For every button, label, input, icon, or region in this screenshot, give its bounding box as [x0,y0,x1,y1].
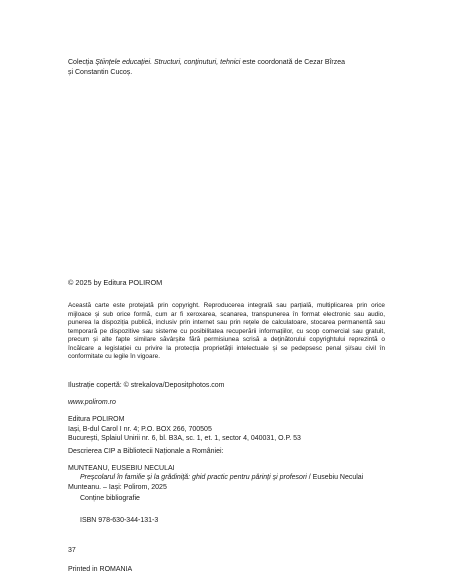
cip-main-entry: MUNTEANU, EUSEBIU NECULAI [68,465,175,472]
collection-title: Științele educației. Structuri, conținuturi, tehnici [95,59,241,66]
publisher-address [68,415,386,444]
cip-note: Conține bibliografie [80,495,140,502]
cover-illustration-credit: Ilustrație copertă: © strekalova/Depositphotos.com [68,382,225,389]
cip-responsibility: / Eusebiu Neculai Munteanu. – Iași: Polirom, 2025 [68,474,364,491]
cip-description [68,473,386,492]
publisher-address-bucuresti: București, Splaiul Unirii nr. 6, bl. B3A, sc. 1, et. 1, sector 4, 040031, O.P. 53 [68,435,301,443]
cip-heading: Descrierea CIP a Bibliotecii Naționale a României: [68,448,224,455]
publisher-website: www.polirom.ro [68,399,116,406]
classification-code: 37 [68,547,76,554]
copyright-legal-notice: Această carte este protejată prin copyright. Reproducerea integrală sau parțială, multiplicarea prin orice mijloace și sub orice formă, cum ar fi xeroxarea, scanarea, transpunerea în format electronic sau audio, punerea la dispoziția publică, inclusiv prin internet sau prin rețele de calculatoare, stocarea permanentă sau temporară pe dispozitive sau sisteme cu posibilitatea recuperării informațiilor, cu scop comercial sau gratuit, precum și alte fapte similare săvârșite fără permisiunea scrisă a deținătorului copyrightului reprezintă o încălcare a legislației cu privire la protecția proprietății intelectuale și se pedepsesc penal și/sau civil în conformitate cu legile în vigoare. [68,302,385,360]
printed-in: Printed in ROMANIA [68,566,133,573]
cip-book-title: Preșcolarul în familie și la grădiniță: ghid practic pentru părinți și profesori [80,474,307,481]
isbn: ISBN 978-630-344-131-3 [80,517,159,524]
publisher-address-iasi: Iași, B-dul Carol I nr. 4; P.O. BOX 266, 700505 [68,425,212,433]
copyright-line: © 2025 by Editura POLIROM [68,278,163,287]
collection-note: Colecția Științele educației. Structuri, conținuturi, tehnici este coordonată de Cezar Bîrzea și Constantin Cucoș. [68,59,346,76]
publisher-name: Editura POLIROM [68,416,125,423]
